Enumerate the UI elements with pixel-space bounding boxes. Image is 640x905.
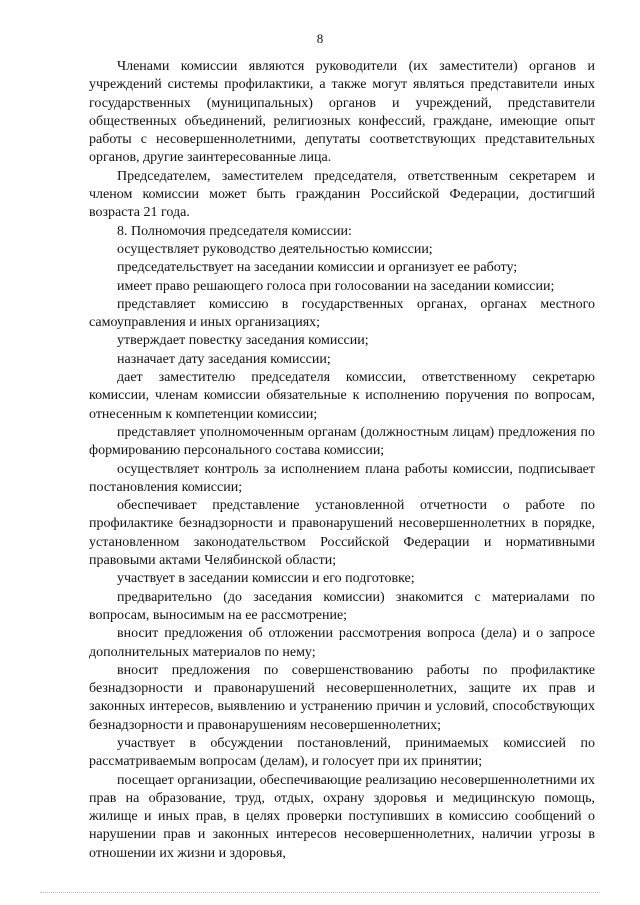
paragraph: Председателем, заместителем председателя, ответственным секретарем и членом комиссии может быть гражданин Российской Федерации, достигший возраста 21 года.	[89, 168, 595, 221]
list-item: вносит предложения по совершенствованию работы по профилактике безнадзорности и правонарушений несовершеннолетних, защите их прав и законных интересов, выявлению и устранению причин и условий, способствующих безнадзорности и правонарушениям несовершеннолетних;	[89, 662, 595, 733]
list-item: посещает организации, обеспечивающие реализацию несовершеннолетними их прав на образование, труд, отдых, охрану здоровья и медицинскую помощь, жилище и иных прав, в целях проверки поступивших в комиссию сообщений о нарушении прав и законных интересов несовершеннолетних, наличии угрозы в отношении их жизни и здоровья,	[89, 772, 595, 861]
list-item: осуществляет контроль за исполнением плана работы комиссии, подписывает постановления комиссии;	[89, 461, 595, 495]
list-item: назначает дату заседания комиссии;	[117, 351, 331, 367]
list-item: осуществляет руководство деятельностью комиссии;	[117, 241, 433, 257]
list-item: участвует в заседании комиссии и его подготовке;	[117, 571, 415, 587]
list-item: участвует в обсуждении постановлений, принимаемых комиссией по рассматриваемым вопросам (делам), и голосует при их принятии;	[89, 735, 595, 770]
list-item: имеет право решающего голоса при голосовании на заседании комиссии;	[117, 278, 555, 294]
list-item: представляет комиссию в государственных органах, органах местного самоуправления и иных организациях;	[89, 296, 595, 331]
list-item: председательствует на заседании комиссии и организует ее работу;	[117, 260, 518, 276]
list-item: предварительно (до заседания комиссии) знакомится с материалами по вопросам, выносимым на ее рассмотрение;	[89, 589, 595, 623]
list-item: обеспечивает представление установленной отчетности о работе по профилактике безнадзорности и правонарушений несовершеннолетних в порядке, установленном законодательством Российской Федерации и нормативными правовыми актами Челябинской области;	[89, 498, 595, 569]
list-item: утверждает повестку заседания комиссии;	[117, 333, 369, 349]
list-item: дает заместителю председателя комиссии, ответственному секретарю комиссии, членам комиссии обязательные к исполнению поручения по вопросам, отнесенным к компетенции комиссии;	[89, 370, 595, 422]
scan-edge-rule	[40, 892, 600, 893]
page-number: 8	[316, 31, 324, 46]
section-heading: 8. Полномочия председателя комиссии:	[117, 223, 352, 239]
list-item: представляет уполномоченным органам (должностным лицам) предложения по формированию персонального состава комиссии;	[89, 424, 595, 459]
document-body	[89, 58, 595, 863]
paragraph: Членами комиссии являются руководители (их заместители) органов и учреждений системы профилактики, а также могут являться представители иных государственных (муниципальных) органов и учреждений, представители общественных объединений, религиозных конфессий, граждане, имеющие опыт работы с несовершеннолетними, депутаты соответствующих представительных органов, другие заинтересованные лица.	[89, 59, 595, 166]
list-item: вносит предложения об отложении рассмотрения вопроса (дела) и о запросе дополнительных материалов по нему;	[89, 626, 595, 660]
